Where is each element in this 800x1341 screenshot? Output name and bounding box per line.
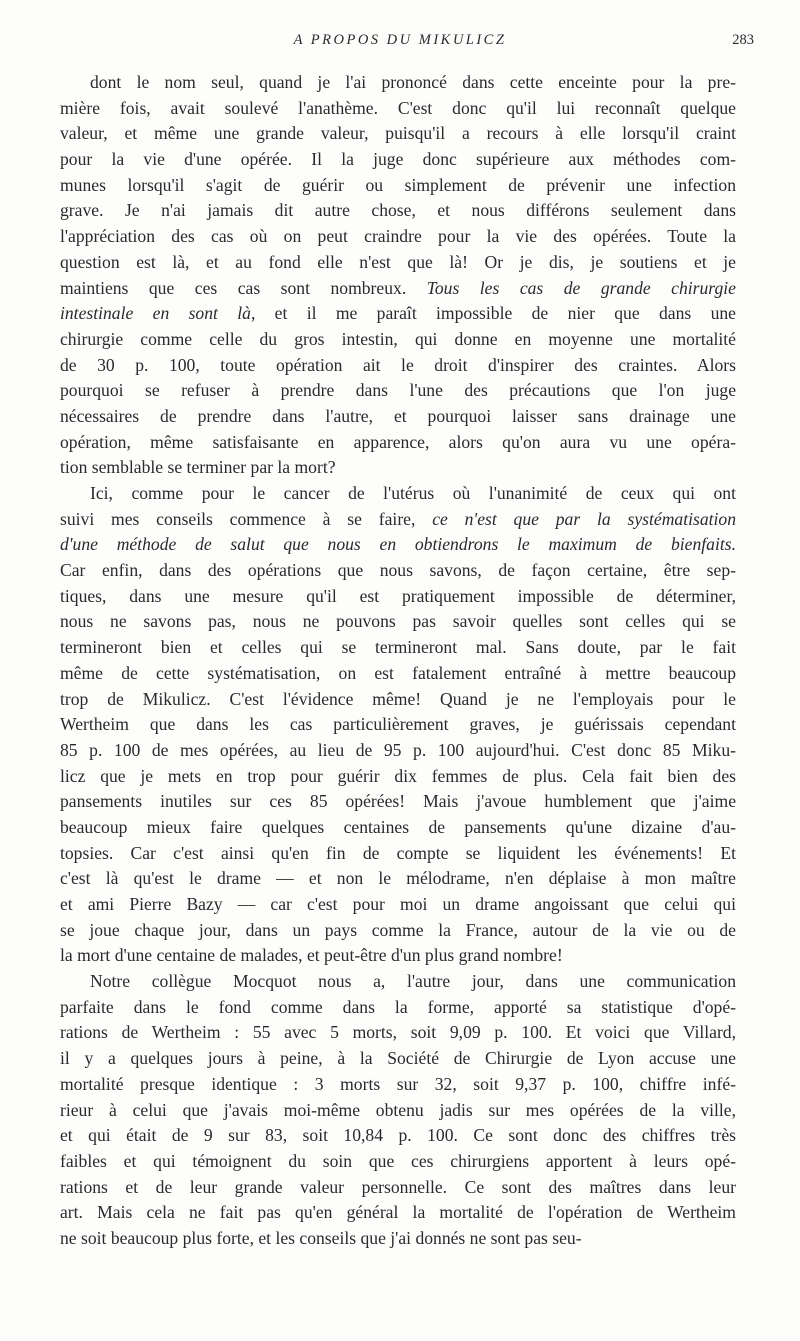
text-segment: Notre collègue Mocquot nous a, l'autre jour, dans une communication: [90, 971, 736, 992]
text-line: [60, 943, 736, 969]
text-segment: il y a quelques jours à peine, à la Société de Chirurgie de Lyon accuse une: [60, 1048, 736, 1069]
text-line: [60, 96, 736, 122]
text-segment: dont le nom seul, quand je l'ai prononcé dans cette enceinte pour la pre-: [90, 72, 736, 92]
body-text: [60, 70, 736, 1252]
text-segment: , et il me paraît impossible de nier que dans une: [250, 303, 736, 324]
text-line: [60, 789, 736, 815]
text-segment: suivi mes conseils commence à se faire,: [60, 508, 433, 529]
text-line: [60, 1123, 736, 1149]
text-segment: chirurgie comme celle du gros intestin, qui donne en moyenne une mortalité: [60, 328, 736, 349]
text-segment: 85 p. 100 de mes opérées, au lieu de 95 p. 100 aujourd'hui. C'est donc 85 Miku-: [60, 739, 736, 760]
page-number: 283: [732, 32, 754, 48]
text-line: [60, 481, 736, 507]
text-segment: parfaite dans le fond comme dans la forme, apporté sa statistique d'opé-: [60, 996, 736, 1017]
text-segment: rieur à celui que j'avais moi-même obtenu jadis sur mes opérées de la ville,: [60, 1099, 736, 1120]
text-segment: et qui était de 9 sur 83, soit 10,84 p. 100. Ce sont donc des chiffres très: [60, 1125, 736, 1146]
text-line: [60, 1226, 736, 1252]
text-segment: nécessaires de prendre dans l'autre, et pourquoi laisser sans drainage une: [60, 405, 736, 426]
text-line: [60, 1200, 736, 1226]
italic-segment: ce n'est que par la systématisation: [432, 508, 736, 529]
italic-segment: intestinale en sont là: [60, 303, 251, 324]
text-line: [60, 455, 736, 481]
text-line: [60, 1046, 736, 1072]
text-line: [60, 918, 736, 944]
text-segment: Car enfin, dans des opérations que nous savons, de façon certaine, être sep-: [60, 560, 736, 581]
italic-segment: d'une méthode de salut que nous en obtiendrons le maximum de bienfaits.: [60, 534, 736, 555]
text-segment: rations de Wertheim : 55 avec 5 morts, soit 9,09 p. 100. Et voici que Villard,: [60, 1022, 736, 1043]
text-segment: c'est là qu'est le drame — et non le mélodrame, n'en déplaise à mon maître: [60, 868, 736, 889]
text-line: [60, 430, 736, 456]
text-segment: tiques, dans une mesure qu'il est pratiquement impossible de déterminer,: [60, 585, 736, 606]
text-line: [60, 1149, 736, 1175]
text-segment: termineront bien et celles qui se termineront mal. Sans doute, par le fait: [60, 637, 736, 658]
text-segment: nous ne savons pas, nous ne pouvons pas savoir quelles sont celles qui se: [60, 611, 736, 632]
text-line: [60, 224, 736, 250]
text-line: [60, 198, 736, 224]
text-line: [60, 661, 736, 687]
text-line: [60, 712, 736, 738]
text-line: [60, 1072, 736, 1098]
text-segment: se joue chaque jour, dans un pays comme la France, autour de la vie ou de: [60, 919, 736, 940]
text-segment: question est là, et au fond elle n'est que là! Or je dis, je soutiens et je: [60, 251, 736, 272]
text-line: [60, 276, 736, 302]
text-segment: munes lorsqu'il s'agit de guérir ou simplement de prévenir une infection: [60, 174, 736, 195]
text-line: [60, 353, 736, 379]
text-segment: Ici, comme pour le cancer de l'utérus où l'unanimité de ceux qui ont: [90, 483, 736, 503]
text-segment: Wertheim que dans les cas particulièrement graves, je guérissais cependant: [60, 714, 736, 735]
text-segment: la mort d'une centaine de malades, et peut-être d'un plus grand nombre!: [60, 945, 563, 966]
text-segment: licz que je mets en trop pour guérir dix femmes de plus. Cela fait bien des: [60, 765, 736, 786]
text-segment: pour la vie d'une opérée. Il la juge donc supérieure aux méthodes com-: [60, 149, 736, 170]
text-segment: ne soit beaucoup plus forte, et les conseils que j'ai donnés ne sont pas seu-: [60, 1227, 582, 1248]
text-segment: l'appréciation des cas où on peut craindre pour la vie des opérées. Toute la: [60, 226, 736, 247]
text-segment: tion semblable se terminer par la mort?: [60, 457, 336, 478]
text-line: [60, 892, 736, 918]
text-line: [60, 532, 736, 558]
text-line: [60, 250, 736, 276]
italic-segment: Tous les cas de grande chirurgie: [426, 277, 736, 298]
text-line: [60, 1175, 736, 1201]
text-line: [60, 969, 736, 995]
text-segment: pansements inutiles sur ces 85 opérées! Mais j'avoue humblement que j'aime: [60, 791, 736, 812]
text-line: [60, 609, 736, 635]
text-segment: même de cette systématisation, on est fatalement entraîné à mettre beaucoup: [60, 662, 736, 683]
text-line: [60, 378, 736, 404]
text-segment: trop de Mikulicz. C'est l'évidence même! Quand je ne l'employais pour le: [60, 688, 736, 709]
text-segment: et ami Pierre Bazy — car c'est pour moi un drame angoissant que celui qui: [60, 894, 736, 914]
text-segment: mortalité presque identique : 3 morts sur 32, soit 9,37 p. 100, chiffre infé-: [60, 1073, 736, 1094]
text-line: [60, 995, 736, 1021]
text-segment: de 30 p. 100, toute opération ait le droit d'inspirer des craintes. Alors: [60, 354, 736, 375]
text-segment: beaucoup mieux faire quelques centaines de pansements qu'une dizaine d'au-: [60, 816, 736, 837]
running-title: A PROPOS DU MIKULICZ: [293, 32, 507, 48]
text-line: [60, 866, 736, 892]
text-line: [60, 507, 736, 533]
text-line: [60, 841, 736, 867]
text-line: [60, 121, 736, 147]
text-line: [60, 1020, 736, 1046]
text-line: [60, 404, 736, 430]
text-segment: art. Mais cela ne fait pas qu'en général la mortalité de l'opération de Wertheim: [60, 1202, 736, 1223]
text-line: [60, 764, 736, 790]
text-segment: rations et de leur grande valeur personnelle. Ce sont des maîtres dans leur: [60, 1176, 736, 1197]
text-segment: faibles et qui témoignent du soin que ces chirurgiens apportent à leurs opé-: [60, 1150, 736, 1171]
text-line: [60, 173, 736, 199]
text-line: [60, 635, 736, 661]
text-line: [60, 558, 736, 584]
text-line: [60, 70, 736, 96]
text-line: [60, 301, 736, 327]
text-segment: mière fois, avait soulevé l'anathème. C'est donc qu'il lui reconnaît quelque: [60, 97, 736, 118]
text-segment: maintiens que ces cas sont nombreux.: [60, 277, 427, 298]
text-line: [60, 1098, 736, 1124]
text-line: [60, 147, 736, 173]
text-segment: topsies. Car c'est ainsi qu'en fin de compte se liquident les événements! Et: [60, 842, 736, 863]
text-line: [60, 815, 736, 841]
text-segment: opération, même satisfaisante en apparence, alors qu'on aura vu une opéra-: [60, 431, 736, 452]
text-line: [60, 584, 736, 610]
text-line: [60, 738, 736, 764]
text-line: [60, 687, 736, 713]
text-segment: pourquoi se refuser à prendre dans l'une des précautions que l'on juge: [60, 380, 736, 401]
text-line: [60, 327, 736, 353]
text-segment: grave. Je n'ai jamais dit autre chose, et nous différons seulement dans: [60, 200, 736, 221]
running-head: [60, 30, 754, 54]
text-segment: valeur, et même une grande valeur, puisqu'il a recours à elle lorsqu'il craint: [60, 123, 736, 144]
